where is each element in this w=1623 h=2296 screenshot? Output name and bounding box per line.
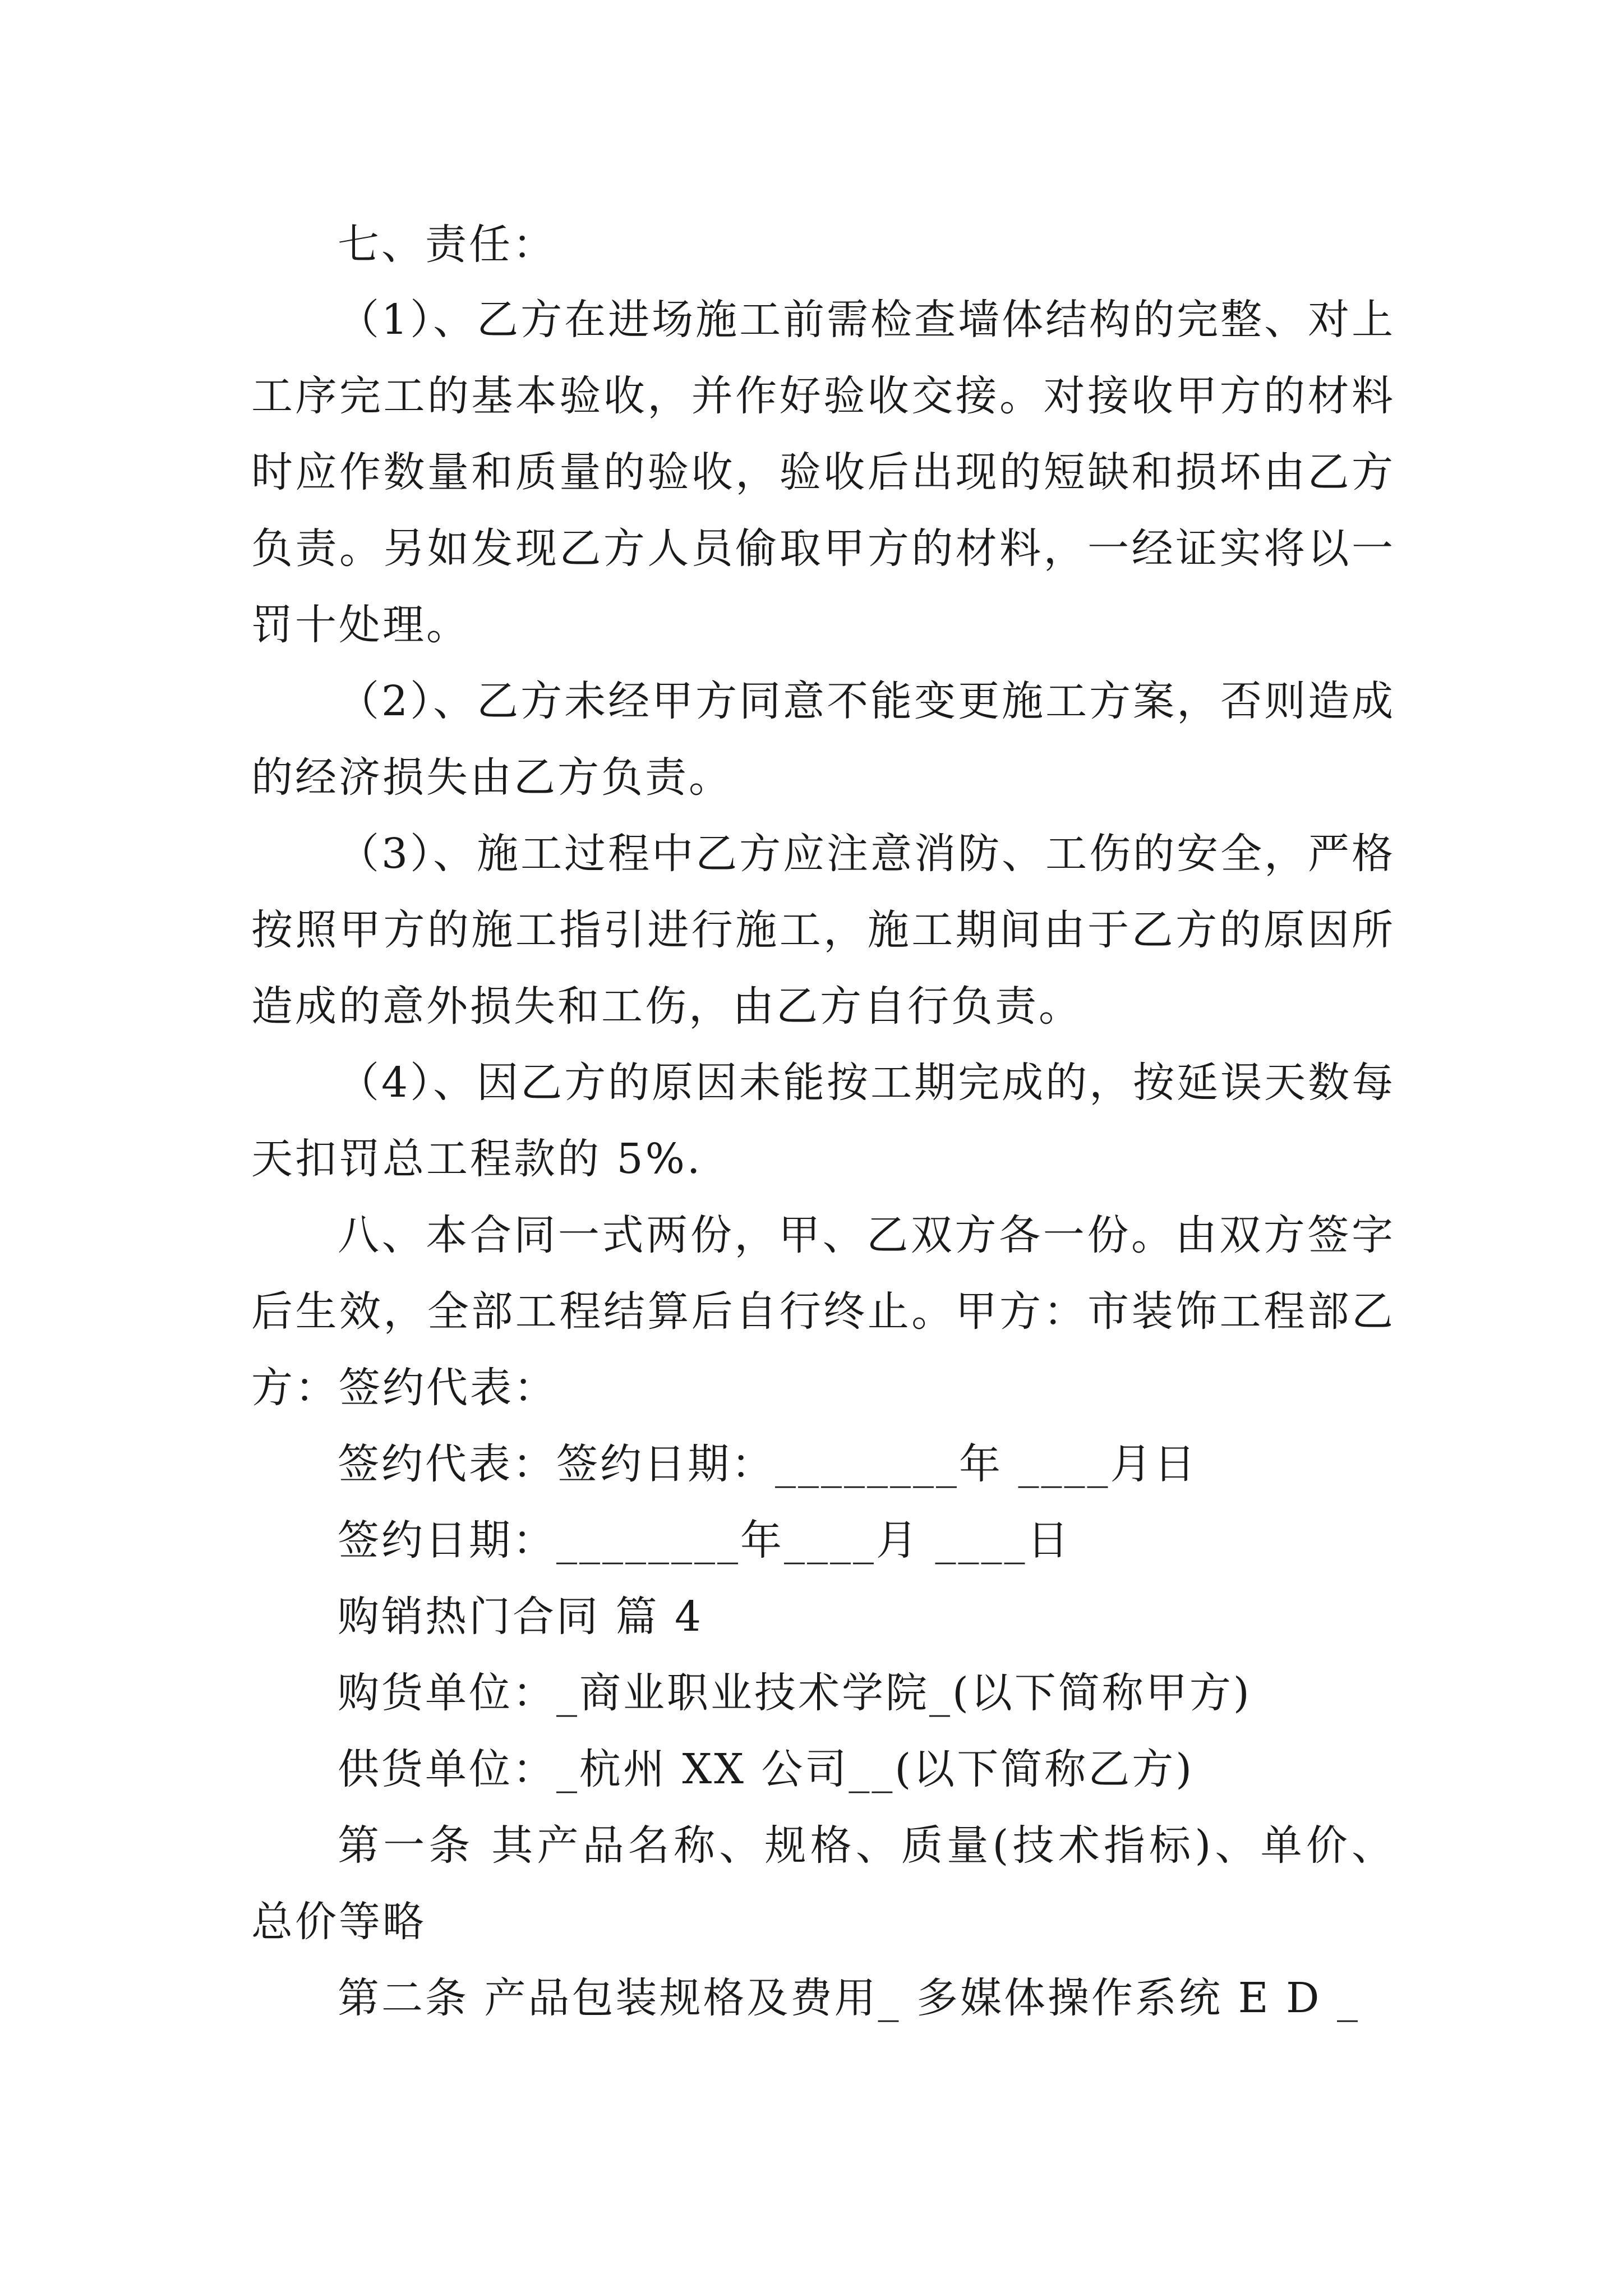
- clause-3-line-2: 按照甲方的施工指引进行施工，施工期间由于乙方的原因所: [251, 906, 1395, 954]
- section-heading-responsibility: 七、责任：: [338, 220, 556, 269]
- clause-1-line-2: 工序完工的基本验收，并作好验收交接。对接收甲方的材料: [251, 372, 1395, 420]
- article-1-line-2: 总价等略: [251, 1898, 426, 1946]
- clause-3-line-3: 造成的意外损失和工伤，由乙方自行负责。: [251, 982, 1082, 1030]
- section-eight-line-3: 方：签约代表：: [251, 1364, 557, 1412]
- supplier-unit: 供货单位：_杭州 XX 公司__(以下简称乙方): [338, 1745, 1195, 1793]
- section-eight-line-2: 后生效，全部工程结算后自行终止。甲方：市装饰工程部乙: [251, 1287, 1395, 1336]
- signature-date: 签约日期：________年____月 ____日: [338, 1516, 1071, 1565]
- clause-4-line-2: 天扣罚总工程款的 5%.: [251, 1135, 703, 1183]
- clause-1-line-1: （1）、乙方在进场施工前需检查墙体结构的完整、对上: [338, 296, 1396, 344]
- clause-2-line-1: （2）、乙方未经甲方同意不能变更施工方案，否则造成: [338, 677, 1396, 725]
- buyer-unit: 购货单位：_商业职业技术学院_(以下简称甲方): [338, 1669, 1252, 1717]
- clause-2-line-2: 的经济损失由乙方负责。: [251, 753, 732, 802]
- article-1-line-1: 第一条 其产品名称、规格、质量(技术指标)、单价、: [338, 1821, 1395, 1870]
- clause-1-line-4: 负责。另如发现乙方人员偷取甲方的材料，一经证实将以一: [251, 524, 1395, 573]
- clause-3-line-1: （3）、施工过程中乙方应注意消防、工伤的安全，严格: [338, 830, 1396, 878]
- section-eight-line-1: 八、本合同一式两份，甲、乙双方各一份。由双方签字: [338, 1211, 1395, 1259]
- contract-title: 购销热门合同 篇 4: [338, 1593, 704, 1641]
- signature-representative-date: 签约代表：签约日期：________年 ____月日: [338, 1440, 1198, 1488]
- clause-1-line-3: 时应作数量和质量的验收，验收后出现的短缺和损坏由乙方: [251, 448, 1395, 496]
- article-2-line-1: 第二条 产品包装规格及费用_ 多媒体操作系统 E D _: [338, 1974, 1360, 2022]
- clause-1-line-5: 罚十处理。: [251, 601, 470, 649]
- clause-4-line-1: （4）、因乙方的原因未能按工期完成的，按延误天数每: [338, 1059, 1396, 1107]
